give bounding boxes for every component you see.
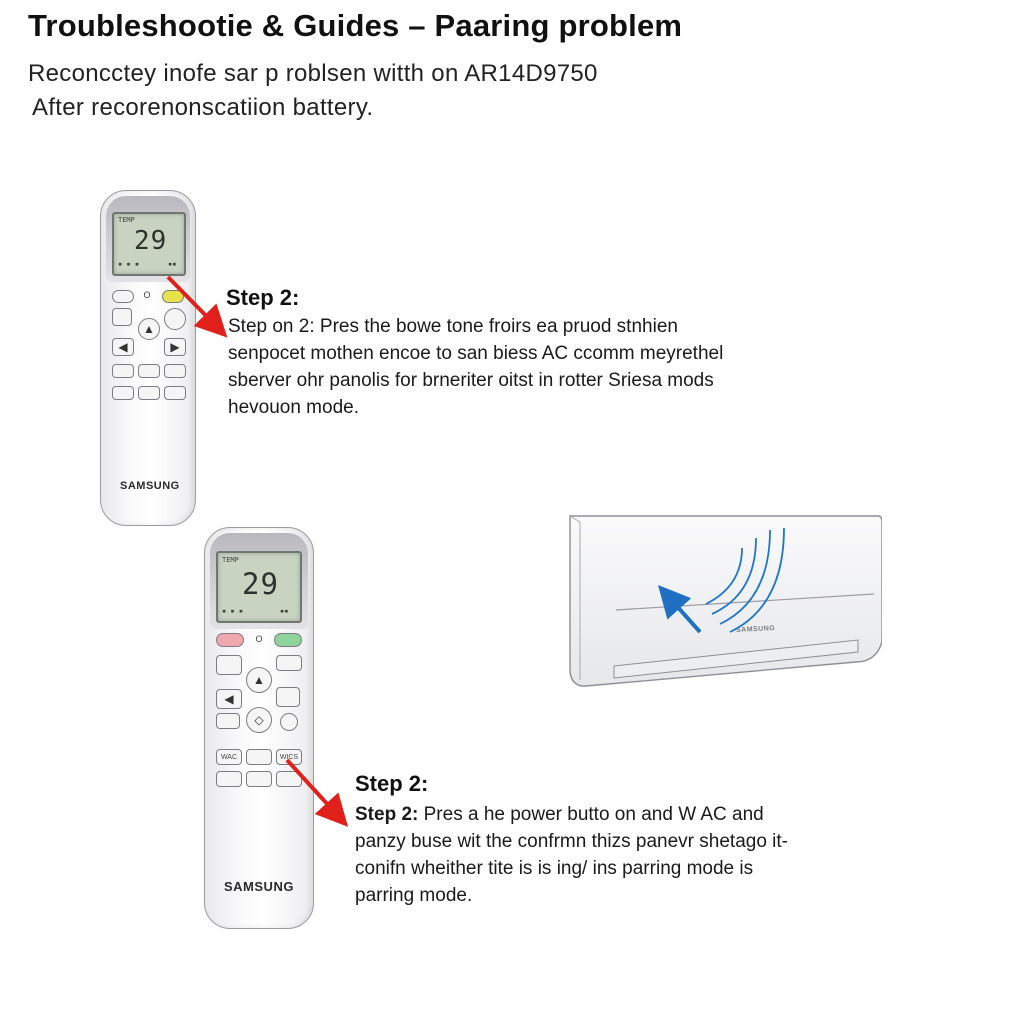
step-line: conifn wheither tite is is ing/ ins parring mode is [355, 858, 754, 879]
remote-lcd [112, 212, 186, 276]
step-line: sberver ohr panolis for brneriter oitst in rotter Sriesa mods [228, 370, 714, 391]
power-button[interactable] [112, 290, 134, 303]
temp-up-button[interactable]: ▲ [138, 318, 160, 340]
step-line: panzy buse wit the confrmn thizs panevr shetago it- [355, 831, 789, 852]
step-heading: Step 2: [226, 285, 300, 310]
step-line: hevouon mode. [228, 397, 359, 418]
subtitle-line-2: After recorenonscatiion battery. [32, 94, 374, 121]
subtitle-line-1: Reconcctey inofe sar p roblsen witth on AR14D9750 [28, 60, 598, 87]
lcd-temperature: 29 [134, 226, 168, 256]
swing-button[interactable] [276, 655, 302, 671]
power-button[interactable] [216, 633, 244, 647]
step-line [355, 801, 955, 828]
mode-indicator: O [143, 290, 151, 300]
mode-indicator: O [255, 634, 263, 644]
timer-button[interactable] [276, 687, 300, 707]
accent-button[interactable] [162, 290, 184, 303]
function-button[interactable] [112, 364, 134, 378]
step-line: senpocet mothen encoe to san biess AC ccomm meyrethel [228, 343, 724, 364]
remote-lcd [216, 551, 302, 623]
function-button[interactable] [138, 364, 160, 378]
function-button[interactable]: WAC [216, 749, 242, 765]
step-description [355, 801, 955, 909]
function-button[interactable]: WICS [276, 749, 302, 765]
left-button[interactable]: ◀ [216, 689, 242, 709]
remote-control-top [100, 190, 196, 526]
left-button[interactable]: ◀ [112, 338, 134, 356]
function-button[interactable] [112, 386, 134, 400]
remote-control-bottom [204, 527, 314, 929]
lcd-temperature: 29 [242, 567, 279, 601]
lcd-label: TEMP [118, 216, 135, 224]
step-heading: Step 2: [355, 771, 429, 796]
lcd-indicator: ▪ ▪ ▪ [118, 260, 140, 268]
air-conditioner-illustration [566, 512, 882, 688]
center-button[interactable]: ◇ [246, 707, 272, 733]
fan-button[interactable] [216, 655, 242, 675]
function-button[interactable] [246, 771, 272, 787]
ac-brand-logo: SAMSUNG [735, 624, 776, 635]
function-button[interactable] [246, 749, 272, 765]
option-button[interactable] [280, 713, 298, 731]
swing-button[interactable] [164, 308, 186, 330]
function-button[interactable] [138, 386, 160, 400]
step-line: Step on 2: Pres the bowe tone froirs ea pruod stnhien [228, 316, 678, 337]
temp-up-button[interactable]: ▲ [246, 667, 272, 693]
lcd-indicator: ▪ ▪ ▪ [222, 607, 244, 615]
fan-button[interactable] [112, 308, 132, 326]
accent-button[interactable] [274, 633, 302, 647]
step-line: parring mode. [355, 885, 473, 906]
remote-brand-logo: SAMSUNG [224, 879, 294, 894]
step-line-rest: Pres a he power butto on and W AC and [418, 804, 764, 825]
remote-brand-logo: SAMSUNG [120, 480, 180, 492]
step-lead: Step 2: [355, 804, 419, 825]
lcd-indicator: ▪▪ [168, 260, 177, 268]
right-button[interactable]: ▶ [164, 338, 186, 356]
function-button[interactable] [164, 386, 186, 400]
display-button[interactable] [216, 713, 240, 729]
function-button[interactable] [164, 364, 186, 378]
page-title: Troubleshootie & Guides – Paaring problem [28, 8, 683, 43]
lcd-indicator: ▪▪ [280, 607, 289, 615]
air-conditioner-unit [566, 512, 882, 688]
function-button[interactable] [216, 771, 242, 787]
lcd-label: TEMP [222, 556, 239, 564]
step-description [228, 313, 828, 421]
function-button[interactable] [276, 771, 302, 787]
